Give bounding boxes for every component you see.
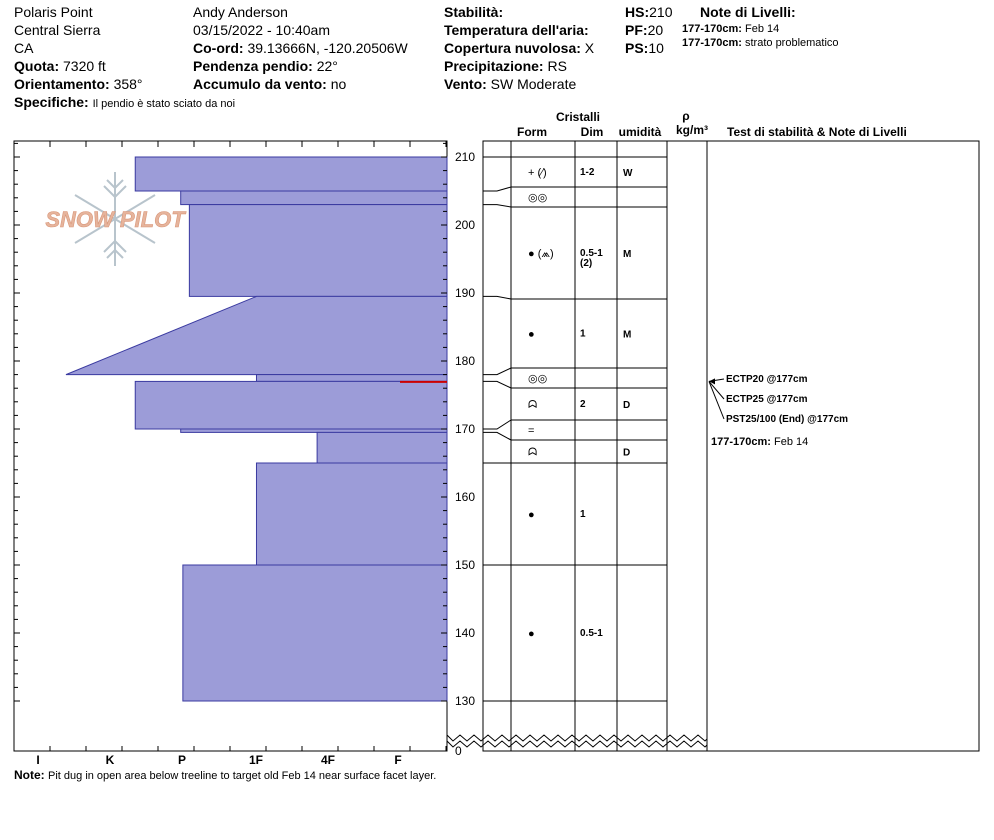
height-tick-label: 130 <box>455 694 476 708</box>
layer-size: 1-2 <box>580 167 595 178</box>
layer-moisture: D <box>623 447 631 459</box>
wind-loading-label: Accumulo da vento: <box>193 76 327 92</box>
sky-value: X <box>584 40 595 56</box>
height-tick-label: 200 <box>455 218 476 232</box>
specifics-value: Il pendio è stato sciato da noi <box>92 98 236 110</box>
density-symbol: ρ <box>682 109 690 123</box>
layer-form: ᗣ <box>528 399 538 411</box>
layer-form: ◎◎ <box>528 373 548 385</box>
wind-loading-value: no <box>330 76 347 92</box>
layer-note-2-text: strato problematico <box>745 37 839 49</box>
layer-form: + (⁄) <box>528 167 547 179</box>
height-tick-label: 170 <box>455 422 476 436</box>
height-tick-label: 0 <box>455 744 462 758</box>
layer-form: ● <box>528 328 535 341</box>
snowpilot-logo: SNOW PILOT <box>45 207 185 232</box>
layer-moisture: W <box>623 168 633 179</box>
height-tick-label: 180 <box>455 354 476 368</box>
hardness-layer-bar <box>183 565 447 701</box>
ps-value: 10 <box>648 40 664 56</box>
density-unit: kg/m³ <box>675 123 709 137</box>
layer-connector <box>483 381 511 388</box>
wind-value: SW Moderate <box>490 76 577 92</box>
datetime: 03/15/2022 - 10:40am <box>193 22 330 38</box>
coord-label: Co-ord: <box>193 40 244 56</box>
hardness-layer-bar <box>135 381 447 429</box>
layer-note-1-range: 177-170cm: <box>682 23 742 35</box>
sky-label: Copertura nuvolosa: <box>444 40 581 56</box>
wind-label: Vento: <box>444 76 487 92</box>
moisture-header: umidità <box>618 125 662 139</box>
layer-connector <box>483 420 511 429</box>
layer-connector <box>483 187 511 191</box>
air-temp-label: Temperatura dell'aria: <box>444 22 589 38</box>
layer-note: 177-170cm: Feb 14 <box>711 436 809 448</box>
height-tick-label: 140 <box>455 626 476 640</box>
layer-form: ᗣ <box>528 446 538 459</box>
stability-tests <box>709 374 848 448</box>
coord-value: 39.13666N, -120.20506W <box>247 40 408 56</box>
layer-form: ◎◎ <box>528 192 548 204</box>
layer-notes-title: Note di Livelli: <box>700 4 796 20</box>
hardness-scale-label: K <box>105 753 115 767</box>
slope-value: 22° <box>316 58 338 74</box>
layer-connector <box>483 368 511 375</box>
hardness-scale-label: P <box>177 753 187 767</box>
test-leader <box>709 381 724 419</box>
stability-test: PST25/100 (End) @177cm <box>726 414 849 425</box>
pf-value: 20 <box>647 22 664 38</box>
layer-moisture: D <box>623 400 631 411</box>
hardness-layer-bar <box>189 205 447 297</box>
form-header: Form <box>517 125 547 139</box>
hardness-layer-bar <box>66 296 447 374</box>
observer: Andy Anderson <box>193 4 288 20</box>
layer-size: 0.5-1 <box>580 628 603 639</box>
tests-header: Test di stabilità & Note di Livelli <box>727 125 907 139</box>
stability-test: ECTP20 @177cm <box>726 374 808 385</box>
note-text: Pit dug in open area below treeline to target old Feb 14 near surface facet layer. <box>48 770 437 782</box>
hardness-scale-label: I <box>36 753 40 767</box>
location: Polaris Point <box>14 4 93 20</box>
layer-table-frame <box>483 141 707 751</box>
hardness-layer-bar <box>181 429 447 432</box>
layer-connector <box>483 296 511 299</box>
stability-test: ECTP25 @177cm <box>726 394 808 405</box>
layer-form: ● (⩕) <box>528 248 554 260</box>
hs-value: 210 <box>649 4 673 20</box>
elevation-value: 7320 ft <box>63 58 106 74</box>
hardness-scale-label: 1F <box>248 753 264 767</box>
height-tick-label: 160 <box>455 490 476 504</box>
height-tick-label: 210 <box>455 150 476 164</box>
precip-label: Precipitazione: <box>444 58 544 74</box>
layer-size: 2 <box>580 399 586 410</box>
layer-form: ● <box>528 628 535 640</box>
hs-label: HS: <box>625 4 650 20</box>
hardness-scale-label: 4F <box>320 753 336 767</box>
slope-label: Pendenza pendio: <box>193 58 313 74</box>
height-tick-label: 190 <box>455 286 476 300</box>
precip-value: RS <box>547 58 567 74</box>
hardness-layer-bar <box>256 463 447 565</box>
layer-note-1-text: Feb 14 <box>745 23 780 35</box>
aspect-label: Orientamento: <box>14 76 110 92</box>
layer-form: ● <box>528 509 535 521</box>
test-leader <box>709 381 724 399</box>
note-label: Note: <box>14 768 45 782</box>
height-tick-label: 150 <box>455 558 476 572</box>
aspect-value: 358° <box>113 76 143 92</box>
layer-connector <box>483 205 511 207</box>
layer-size: 0.5-1 <box>580 248 603 259</box>
elevation-label: Quota: <box>14 58 60 74</box>
layer-moisture: M <box>623 249 632 260</box>
layer-form: = <box>528 425 535 437</box>
layer-size: 1 <box>580 328 586 340</box>
layer-note-2-range: 177-170cm: <box>682 37 742 49</box>
size-header: Dim <box>580 125 604 139</box>
specifics-label: Specifiche: <box>14 94 89 110</box>
axis-break <box>447 735 707 747</box>
crystals-header: Cristalli <box>555 110 601 124</box>
hardness-layer-bar <box>317 432 447 463</box>
hardness-layers <box>66 157 447 701</box>
hardness-layer-bar <box>135 157 447 191</box>
hardness-layer-bar <box>256 375 447 382</box>
hardness-scale-label: F <box>394 753 402 767</box>
pf-label: PF: <box>625 22 648 38</box>
layer-moisture: M <box>623 329 632 341</box>
hardness-layer-bar <box>181 191 447 205</box>
state: CA <box>14 40 34 56</box>
ps-label: PS: <box>625 40 649 56</box>
layer-connector <box>483 432 511 440</box>
layer-size-extra: (2) <box>580 258 593 269</box>
layer-size: 1 <box>580 509 586 520</box>
stability-label: Stabilità: <box>444 4 504 20</box>
range: Central Sierra <box>14 22 101 38</box>
